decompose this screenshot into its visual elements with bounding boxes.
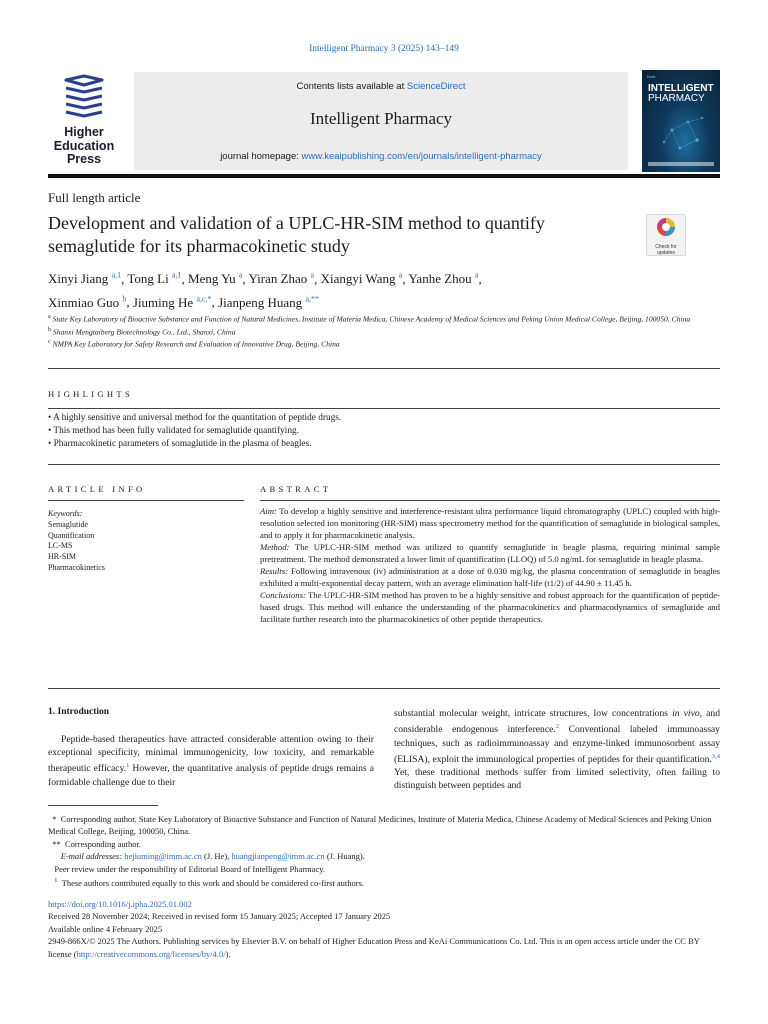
highlights-heading: HIGHLIGHTS (48, 389, 134, 399)
reference-link[interactable]: 1 (126, 762, 130, 770)
keywords (48, 509, 244, 574)
keyword: HR-SIM (48, 552, 77, 562)
introduction-heading: 1. Introduction (48, 707, 110, 717)
check-updates-icon (647, 215, 685, 239)
article-meta (48, 898, 720, 960)
journal-homepage-link[interactable]: www.keaipublishing.com/en/journals/intelligent-pharmacy (301, 151, 542, 162)
author[interactable]: Yanhe Zhou $^a$ (408, 271, 479, 287)
affiliation: $^a$ State Key Laboratory of Bioactive Substance and Function of Natural Medicines, Institute of Materia Medica, Chinese Academy of Medical Sciences and Peking Union Medical College, Beijing, 100050, China (48, 314, 691, 324)
keyword: Pharmacokinetics (48, 562, 105, 572)
footnotes (48, 813, 720, 889)
keyword: Quantification (48, 530, 95, 540)
article-info-divider (48, 500, 244, 501)
cover-network-graphic (642, 70, 720, 172)
body-column-right: substantial molecular weight, intricate structures, low concentrations in vivo, and considerable endogenous interference.$^2$ Conventional labeled immunoassay techniques, such as radioimmunoassay and enzyme-linked immunosorbent assay (ELISA), exploit the immunological properties of peptides for their quantification.$^{3,4}$ Yet, these traditional methods suffer from limited selectivity, often failing to distinguish between peptides and (394, 708, 720, 792)
abstract-method: Method: The UPLC-HR-SIM method was utilized to quantify semaglutide in beagle plasma, requiring minimal sample pretreatment. The method demonstrated a lower limit of quantification (LLOQ) of 5.0 ng/mL for semaglutide in beagle plasma. (260, 542, 720, 564)
author[interactable]: Jianpeng Huang $^{a,**}$ (218, 294, 319, 310)
author-list: Xinyi Jiang $^{a,1}$, Tong Li $^{a,1}$, Meng Yu $^a$, Yiran Zhao $^a$, Xiangyi Wang $^a$, Yanhe Zhou $^a$, Xinmiao Guo $^b$, Jiuming He $^{a,c,*}$, Jianpeng Huang $^{a,**}$ (48, 271, 482, 310)
reference-link[interactable]: 3,4 (711, 752, 720, 760)
author[interactable]: Xiangyi Wang $^a$ (320, 271, 403, 287)
publisher-name: Higher Education Press (53, 125, 115, 166)
affiliation: $^c$ NMPA Key Laboratory for Safety Research and Evaluation of Innovative Drug, Beijing, China (48, 339, 340, 349)
footnote-emails: E-mail addresses: hejiuming@imm.ac.cn (J. He), huangjianpeng@imm.ac.cn (J. Huang). (60, 851, 365, 862)
article-title: Development and validation of a UPLC-HR-SIM method to quantify semaglutide for its pharmacokinetic study (48, 213, 545, 256)
footnote-corresponding: * Corresponding author. State Key Laboratory of Bioactive Substance and Function of Natural Medicines, Institute of Materia Medica, Chinese Academy of Medical Sciences and Peking Union Medical College, Beijing, 100050, China. (48, 814, 712, 837)
cover-publisher: KeAi (647, 74, 656, 79)
author[interactable]: Tong Li $^{a,1}$ (127, 271, 182, 287)
footnote-corresponding-2: ** Corresponding author. (48, 838, 142, 849)
article-info-heading: ARTICLE INFO (48, 484, 146, 494)
section-divider (48, 464, 720, 465)
author[interactable]: Yiran Zhao $^a$ (248, 271, 315, 287)
header-divider (48, 174, 720, 178)
author[interactable]: Xinyi Jiang $^{a,1}$ (48, 271, 122, 287)
check-for-updates-badge[interactable] (646, 214, 686, 256)
journal-masthead (134, 72, 628, 170)
license-statement: 2949-866X/© 2025 The Authors. Publishing services by Elsevier B.V. on behalf of Higher Education Press and KeAi Communications Co. Ltd. This is an open access article under the CC BY license (http://creativecommons.org/licenses/by/4.0/). (48, 936, 700, 959)
author[interactable]: Xinmiao Guo $^b$ (48, 294, 127, 310)
article-type: Full length article (48, 190, 141, 205)
homepage-line: journal homepage: www.keaipublishing.com/en/journals/intelligent-pharmacy (220, 151, 542, 162)
footnote-peer-review: Peer review under the responsibility of Editorial Board of Intelligent Pharmacy. (54, 863, 326, 874)
keyword: Semaglutide (48, 519, 88, 529)
abstract-conclusions: Conclusions: The UPLC-HR-SIM method has proven to be a highly sensitive and robust approach for the quantification of peptide-based drugs. This method will enhance the understanding of the pharmacokinetics and pharmacodynamics of semaglutide and facilitate further research into the pharmacokinetics of other peptide therapeutics. (260, 590, 720, 624)
publisher-logo (48, 74, 120, 174)
affiliation: $^b$ Shanxi Mengtaiberg Biotechnology Co., Ltd., Shanxi, China (48, 326, 236, 337)
abstract-body (260, 505, 720, 625)
highlight-item: • This method has been fully validated for semaglutide quantifying. (48, 426, 299, 436)
author[interactable]: Meng Yu $^a$ (188, 271, 243, 287)
sciencedirect-link[interactable]: ScienceDirect (406, 81, 466, 92)
section-divider (48, 368, 720, 369)
footnote-divider (48, 805, 158, 806)
abstract-results: Results: Following intravenous (iv) administration at a dose of 0.030 mg/kg, the plasma concentration of semaglutide in beagles exhibited a multi-exponential decay pattern, with an average elimination half-life (t1/2) of 44.90 ± 11.45 h. (260, 566, 721, 588)
highlights-list (48, 412, 720, 451)
license-link[interactable]: http://creativecommons.org/licenses/by/4.0/ (76, 948, 226, 959)
abstract-divider (260, 500, 720, 501)
abstract-aim: Aim: To develop a highly sensitive and interference-resistant ultra performance liquid chromatography (UPLC) coupled with high-resolution selected ion monitoring (HR-SIM) mass spectrometry method for the quantification of semaglutide in biological samples, and to apply it for pharmacokinetic analysis. (260, 506, 721, 540)
cover-footer-bar (648, 162, 714, 166)
cover-subtitle: PHARMACY (648, 93, 705, 104)
contents-line: Contents lists available at ScienceDirect (296, 81, 466, 92)
abstract-heading: ABSTRACT (260, 484, 332, 494)
doi-link[interactable]: https://doi.org/10.1016/j.ipha.2025.01.002 (48, 899, 192, 909)
highlight-item: • A highly sensitive and universal method for the quantitation of peptide drugs. (48, 413, 342, 423)
affiliations (48, 312, 720, 350)
section-divider (48, 688, 720, 689)
journal-reference[interactable]: Intelligent Pharmacy 3 (2025) 143–149 (309, 44, 459, 54)
keyword: LC-MS (48, 541, 73, 551)
author[interactable]: Jiuming He $^{a,c,*}$ (132, 294, 212, 310)
highlight-item: • Pharmacokinetic parameters of somaglutide in the plasma of beagles. (48, 439, 312, 449)
keywords-label: Keywords: (48, 509, 83, 518)
journal-cover[interactable] (642, 70, 720, 172)
email-link[interactable]: hejiuming@imm.ac.cn (124, 851, 202, 862)
journal-title: Intelligent Pharmacy (309, 109, 453, 128)
highlights-divider (48, 408, 720, 409)
reference-link[interactable]: 2 (555, 723, 559, 731)
online-date: Available online 4 February 2025 (48, 923, 163, 934)
book-stack-icon (48, 74, 120, 124)
footnote-co-first: $^1$ These authors contributed equally to this work and should be considered co-first authors. (54, 877, 365, 888)
check-updates-label: Check for updates (655, 244, 677, 256)
body-column-left: Peptide-based therapeutics have attracted considerable attention owing to their exceptional specificity, minimal immunogenicity, low toxicity, and remarkable therapeutic efficacy.$^1$ However, the quantitative analysis of peptide drugs remains a formidable challenge due to their (48, 734, 374, 788)
cover-title: INTELLIGENT (648, 83, 714, 94)
email-link[interactable]: huangjianpeng@imm.ac.cn (231, 851, 325, 862)
received-dates: Received 28 November 2024; Received in revised form 15 January 2025; Accepted 17 January 2025 (48, 911, 391, 922)
